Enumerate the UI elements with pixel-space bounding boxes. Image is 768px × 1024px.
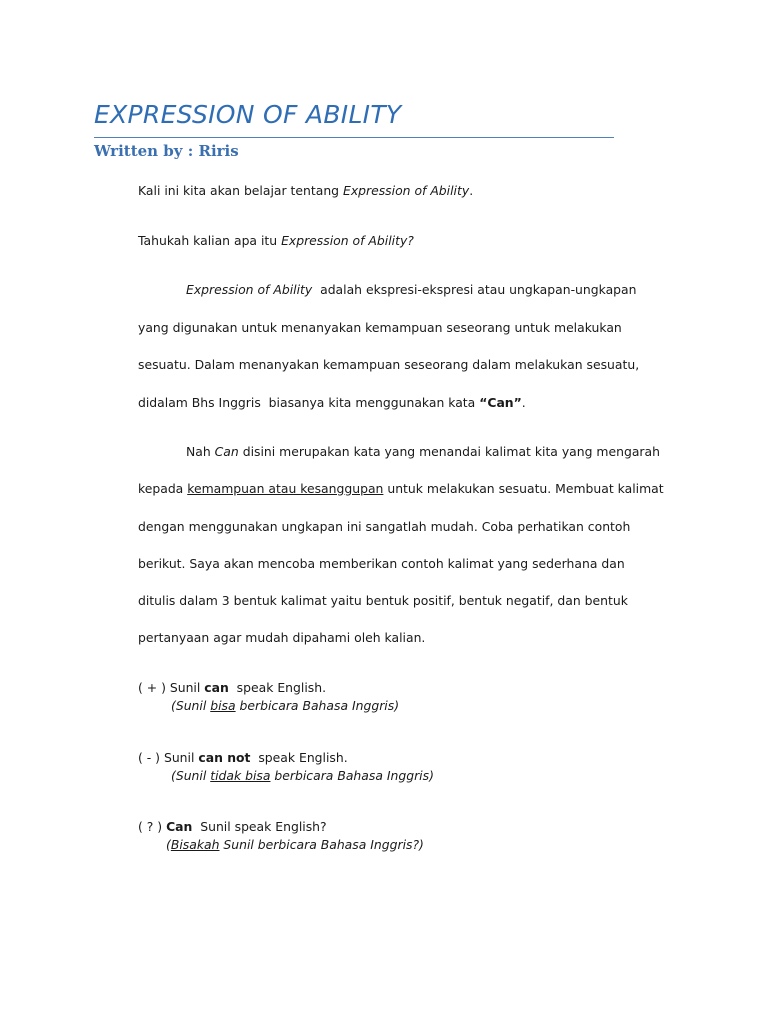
para2-line-2-pre: kepada: [138, 481, 188, 496]
underlined-phrase: kemampuan atau kesanggupan: [187, 481, 384, 496]
intro-line-1: [138, 184, 473, 198]
title-underline: [94, 137, 614, 138]
translation-question-rest: Sunil berbicara Bahasa Inggris?): [219, 837, 424, 852]
para2-line-1-rest: disini merupakan kata yang menandai kalimat kita yang mengarah: [238, 444, 660, 459]
translation-positive-key: bisa: [210, 698, 236, 713]
translation-negative-rest: berbicara Bahasa Inggris): [270, 768, 434, 783]
para1-line-4-pre: didalam Bhs Inggris biasanya kita menggunakan kata: [138, 395, 480, 410]
para2-line-2: [138, 482, 664, 496]
example-question-translation: [166, 838, 424, 852]
example-positive-keyword: can: [204, 680, 229, 695]
para2-line-3: dengan menggunakan ungkapan ini sangatlah mudah. Coba perhatikan contoh: [138, 519, 631, 534]
para2-line-2-rest: untuk melakukan sesuatu. Membuat kalimat: [383, 481, 664, 496]
translation-question-pre: (: [166, 837, 171, 852]
example-positive-rest: speak English.: [228, 680, 327, 695]
example-negative-keyword: can not: [198, 750, 251, 765]
intro-2-text: Tahukah kalian apa itu: [138, 233, 282, 248]
para2-line-1: [186, 445, 660, 459]
example-positive-translation: [171, 699, 399, 713]
example-negative: [138, 751, 348, 765]
translation-negative-key: tidak bisa: [210, 768, 271, 783]
para1-line-1-rest: adalah ekspresi-ekspresi atau ungkapan-ungkapan: [312, 282, 637, 297]
intro-1-term: Expression of Ability: [342, 183, 470, 198]
translation-question-key: Bisakah: [170, 837, 220, 852]
translation-positive-rest: berbicara Bahasa Inggris): [235, 698, 400, 713]
intro-line-2: [138, 234, 414, 248]
example-question-pre: ( ? ): [138, 819, 167, 834]
example-question-keyword: Can: [166, 819, 193, 834]
para2-line-6: pertanyaan agar mudah dipahami oleh kalian.: [138, 630, 426, 645]
intro-1-end: .: [469, 183, 474, 198]
intro-2-term: Expression of Ability?: [281, 233, 414, 248]
author-byline: Written by : Riris: [94, 142, 239, 160]
para2-term: Can: [214, 444, 239, 459]
para2-line-5: ditulis dalam 3 bentuk kalimat yaitu bentuk positif, bentuk negatif, dan bentuk: [138, 593, 628, 608]
para2-line-4: berikut. Saya akan mencoba memberikan contoh kalimat yang sederhana dan: [138, 556, 625, 571]
example-negative-pre: ( - ) Sunil: [138, 750, 199, 765]
example-question: [138, 820, 327, 834]
can-keyword: “Can”: [479, 395, 522, 410]
para1-line-1: [186, 283, 636, 297]
translation-positive-pre: (Sunil: [171, 698, 211, 713]
intro-1-text: Kali ini kita akan belajar tentang: [138, 183, 343, 198]
para1-term: Expression of Ability: [186, 282, 313, 297]
example-positive-pre: ( + ) Sunil: [138, 680, 205, 695]
document-title: EXPRESSION OF ABILITY: [94, 100, 402, 129]
example-negative-translation: [171, 769, 434, 783]
para1-line-2: yang digunakan untuk menanyakan kemampuan seseorang untuk melakukan: [138, 320, 622, 335]
para1-line-4-end: .: [521, 395, 526, 410]
para2-line-1-pre: Nah: [186, 444, 215, 459]
translation-negative-pre: (Sunil: [171, 768, 211, 783]
example-negative-rest: speak English.: [250, 750, 348, 765]
para1-line-3: sesuatu. Dalam menanyakan kemampuan seseorang dalam melakukan sesuatu,: [138, 357, 640, 372]
example-question-rest: Sunil speak English?: [192, 819, 327, 834]
example-positive: [138, 681, 326, 695]
para1-line-4: [138, 396, 526, 410]
